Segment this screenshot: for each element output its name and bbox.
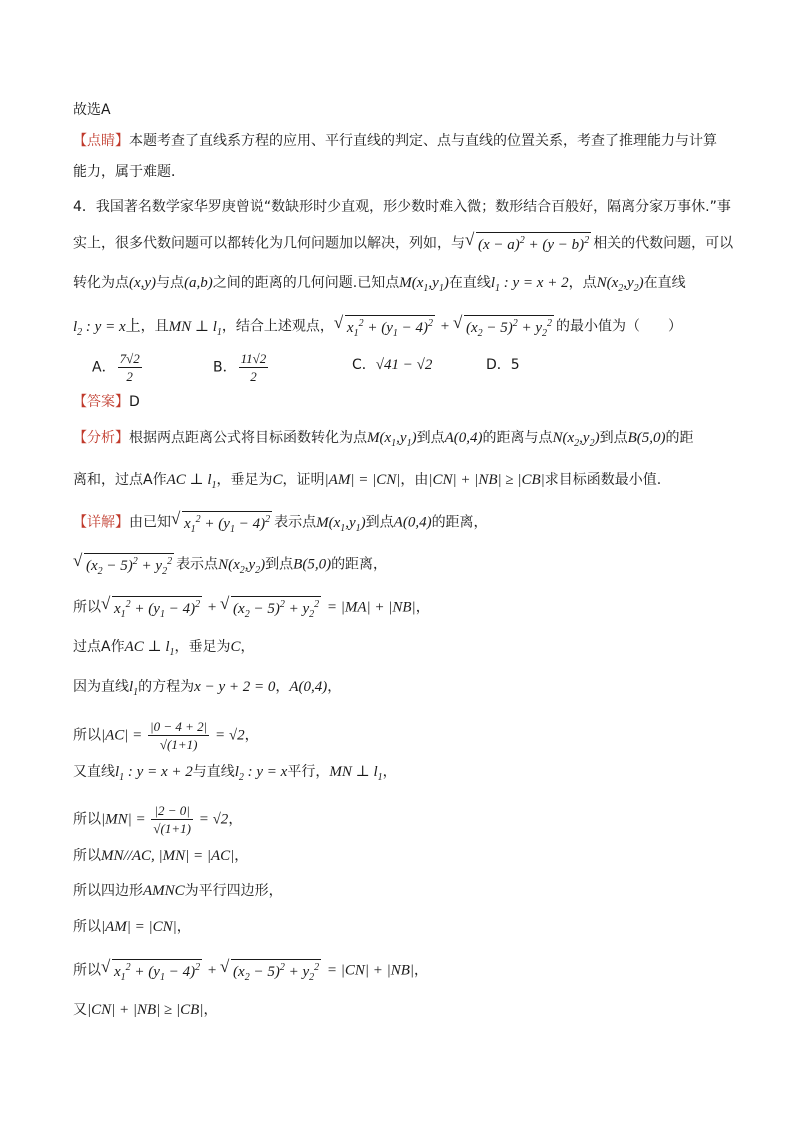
solution-line-12: 所以√ $x_1^2 + (y_1 - 4)^2$ + √ $(x_2 - 5)^2 + y_2^2 = |CN| + |NB|$， [73,959,428,982]
question-4-line-3: 转化为点(x,y)与点(a,b)之间的距离的几何问题.已知点$M(x_1,y_1)$在直线$l_1$ : y = x + 2，点$N(x_2,y_2)$在直线 [73,275,686,294]
option-b: B． $\frac{11√2}{2}$ [213,351,267,384]
solution-line-2: √ $(x_2 - 5)^2 + y_2^2$ 表示点$N(x_2,y_2)$到点B(5,0)的距离， [73,553,387,576]
conclusion-line: 故选A [73,102,111,118]
dianjing-line-2: 能力，属于难题． [73,164,185,180]
sqrt-formula: √ $(x - a)^2 + (y - b)^2$ [465,232,591,255]
solution-line-11: 所以|AM| = |CN|， [73,919,191,935]
solution-line-4: 过点A作AC ⊥ $l_1$，垂足为C， [73,639,255,658]
analysis-line-1: 【分析】根据两点距离公式将目标函数转化为点$M(x_1,y_1)$到点A(0,4)的距离与点$N(x_2,y_2)$到点B(5,0)的距 [73,430,694,449]
solution-line-8: 所以|MN| = $\frac{|2 - 0|}{√(1+1)}$ = √2， [73,803,243,836]
answer-tag: 【答案】 [73,394,129,410]
option-d: D．5 [486,357,520,373]
solution-line-7: 又直线$l_1$ : y = x + 2与直线$l_2$ : y = x平行，MN ⊥ $l_1$， [73,764,397,783]
analysis-line-2: 离和，过点A作AC ⊥ $l_1$，垂足为C，证明|AM| = |CN|，由|CN| + |NB| ≥ |CB|求目标函数最小值. [73,472,662,491]
solution-line-1: 【详解】由已知√ $x_1^2 + (y_1 - 4)^2$ 表示点$M(x_1,y_1)$到点A(0,4)的距离， [73,511,488,534]
option-c: C．√41 − √2 [352,357,433,373]
question-4-line-2: 实上，很多代数问题可以都转化为几何问题加以解决，列如，与√ $(x - a)^2 + (y - b)^2$ 相关的代数问题，可以 [73,232,733,255]
answer-line: 【答案】D [73,394,140,410]
solution-line-6: 所以|AC| = $\frac{|0 - 4 + 2|}{√(1+1)}$ = √2， [73,719,259,752]
analysis-tag: 【分析】 [73,430,129,446]
question-4-line-1: 4．我国著名数学家华罗庚曾说“数缺形时少直观，形少数时难入微；数形结合百般好，隔离分家万事休.”事 [73,199,731,215]
solution-line-3: 所以√ $x_1^2 + (y_1 - 4)^2$ + √ $(x_2 - 5)^2 + y_2^2 = |MA| + |NB|$， [73,596,430,619]
solution-line-5: 因为直线$l_1$的方程为x − y + 2 = 0，A(0,4)， [73,679,342,698]
dianjing-line: 【点睛】本题考查了直线系方程的应用、平行直线的判定、点与直线的位置关系，考查了推理能力与计算 [73,133,717,149]
dianjing-tag: 【点睛】 [73,133,129,149]
solution-line-10: 所以四边形AMNC为平行四边形， [73,883,283,899]
solution-tag: 【详解】 [73,514,129,531]
solution-line-13: 又|CN| + |NB| ≥ |CB|， [73,1002,218,1018]
option-a: A． $\frac{7√2}{2}$ [92,351,140,384]
question-4-line-4: $l_2$ : y = x上，且MN ⊥ $l_1$，结合上述观点，√ $x_1^2 + (y_1 - 4)^2$ + √ $(x_2 - 5)^2 + y_2^2$ 的最小值为（ ） [73,315,682,338]
solution-line-9: 所以MN//AC, |MN| = |AC|， [73,848,249,864]
